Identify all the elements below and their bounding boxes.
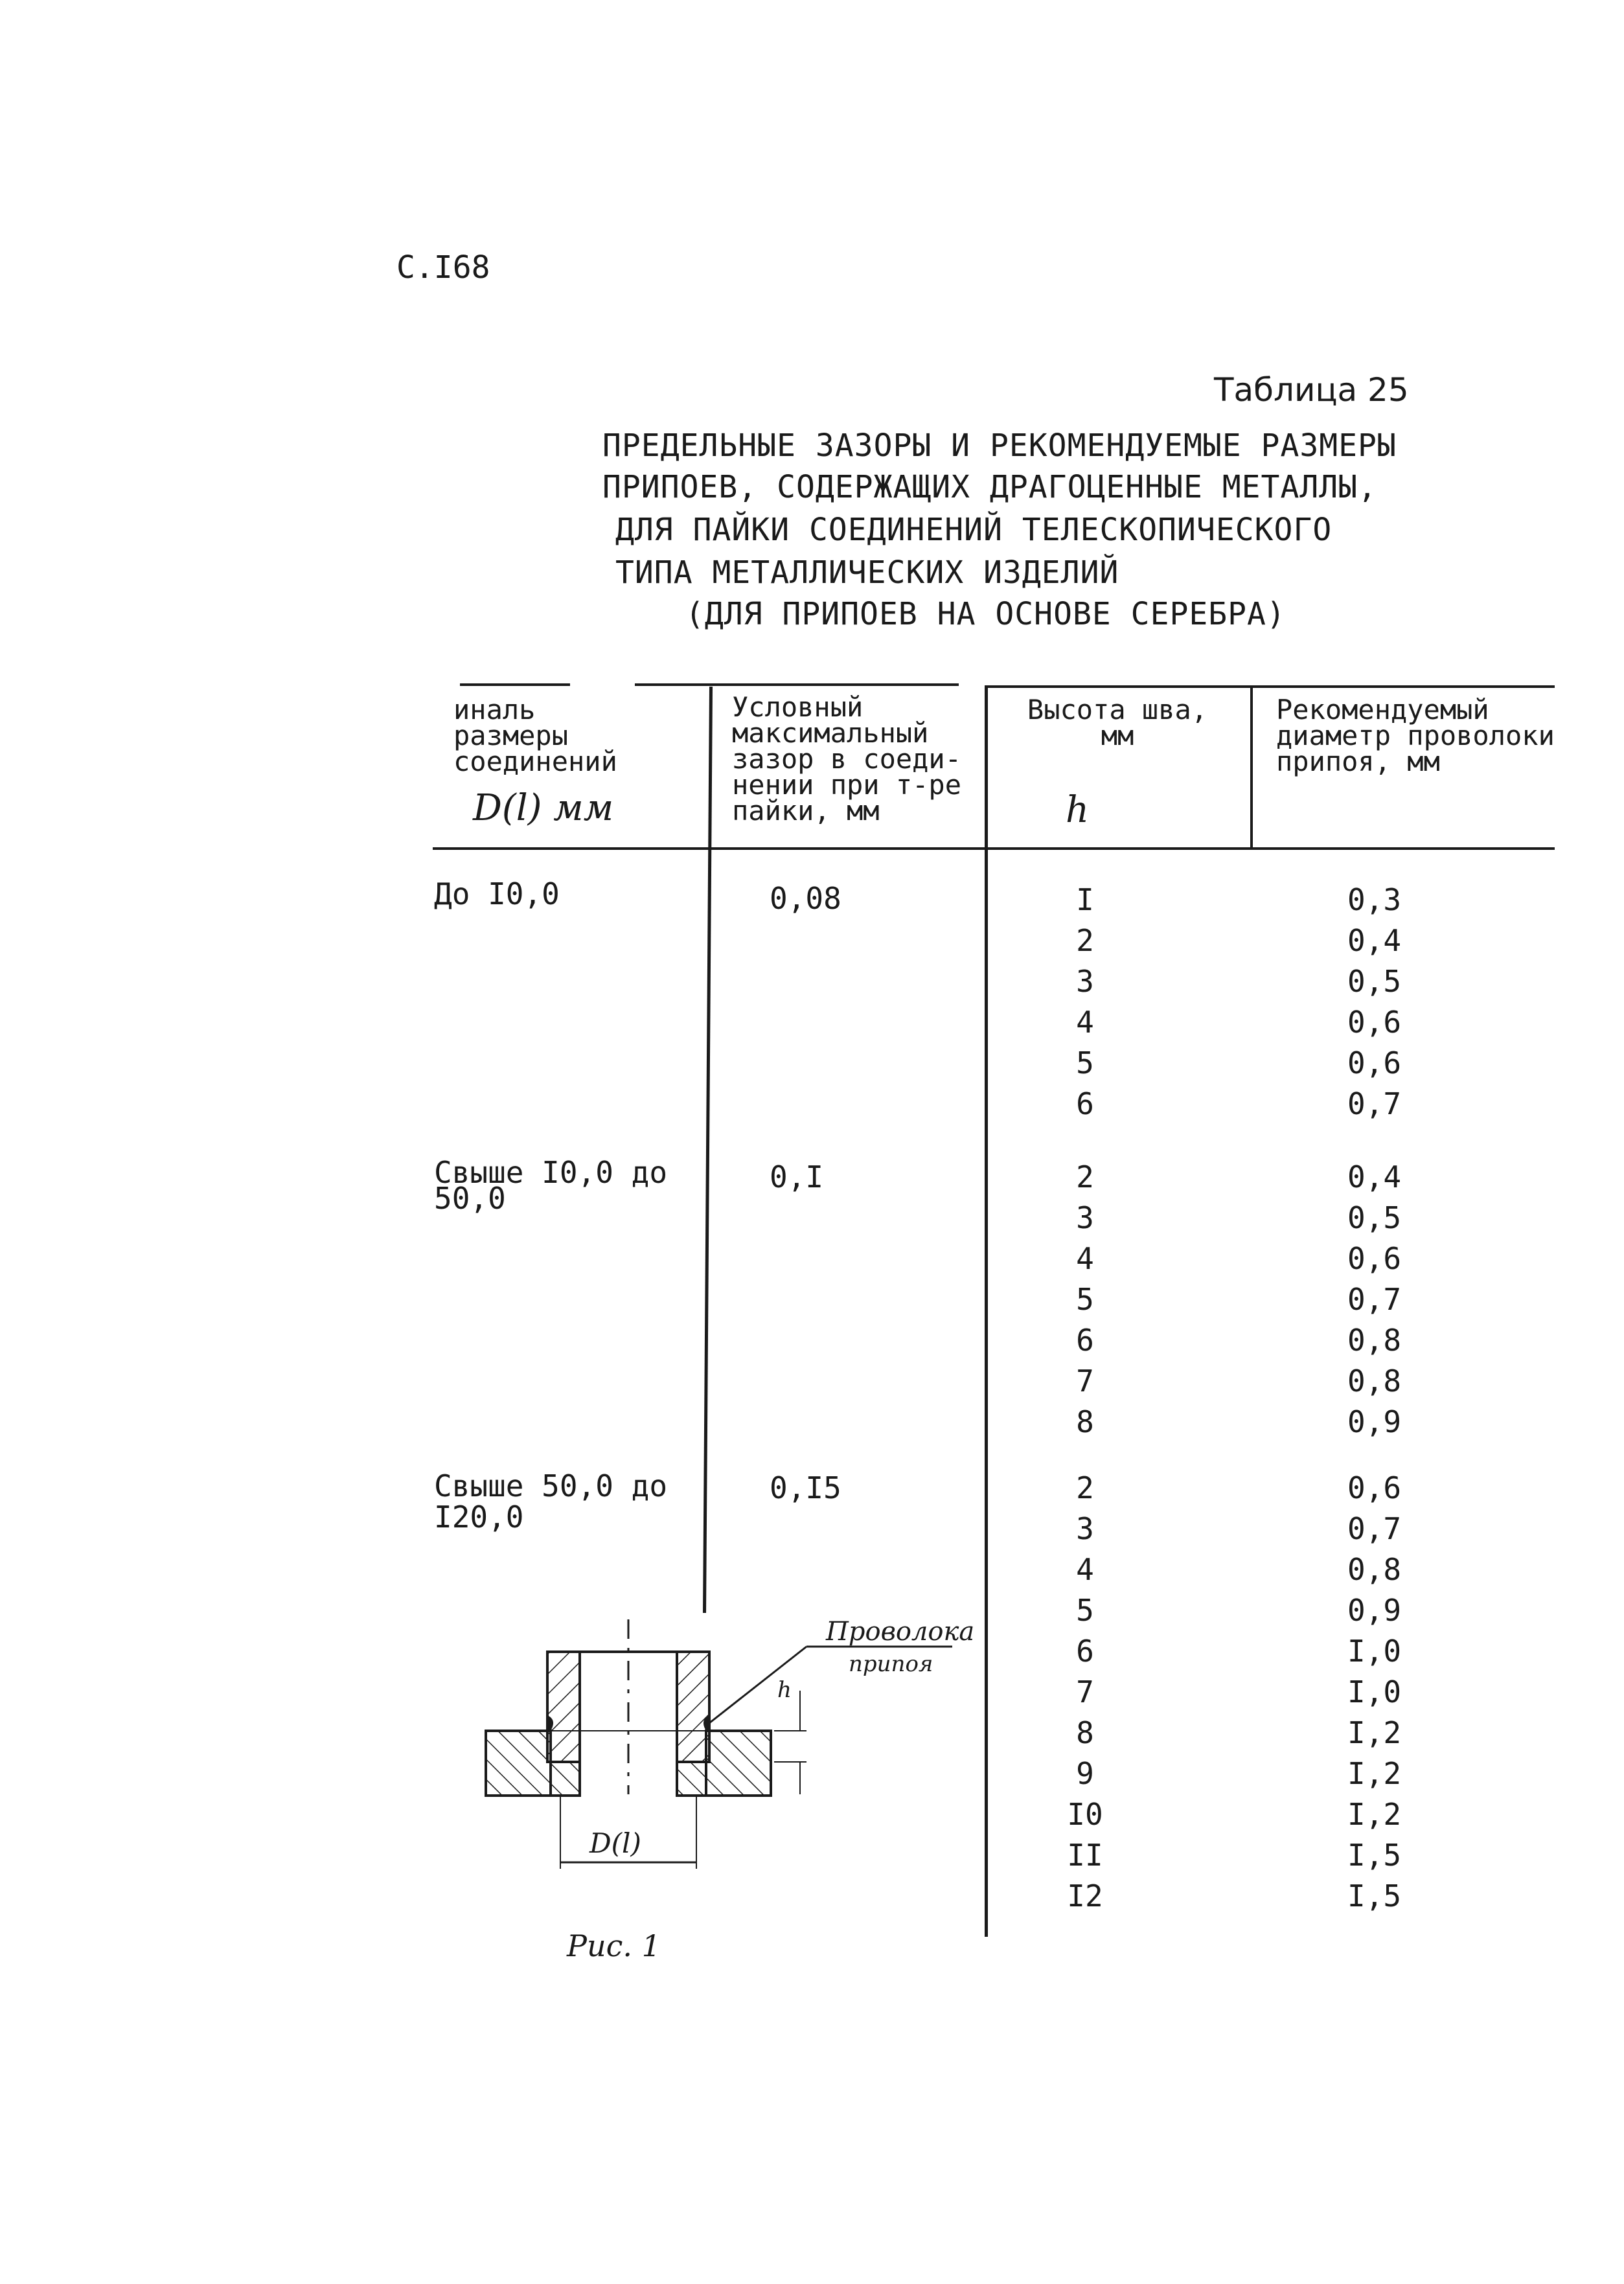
group-range-3: Свыше 50,0 до I20,0	[434, 1468, 668, 1535]
row-h: 5	[1076, 1045, 1094, 1080]
group-gap-2: 0,I	[770, 1159, 824, 1194]
title-line-2: ПРИПОЕВ, СОДЕРЖАЩИХ ДРАГОЦЕННЫЕ МЕТАЛЛЫ,	[602, 469, 1377, 505]
page-number: С.I68	[396, 249, 490, 286]
row-h: 3	[1076, 1511, 1094, 1546]
top-rule-left	[460, 683, 570, 686]
row-h: 2	[1076, 1159, 1094, 1194]
tube-wall-right	[677, 1652, 709, 1762]
col-divider-3	[1250, 688, 1253, 850]
row-d: I,5	[1347, 1838, 1402, 1873]
col-divider-2	[985, 687, 988, 1937]
row-h: 8	[1076, 1715, 1094, 1750]
callout-label-1: Проволока	[826, 1617, 975, 1647]
row-d: I,2	[1347, 1756, 1402, 1791]
figure-1-drawing	[453, 1606, 985, 1969]
row-h: I2	[1067, 1879, 1103, 1913]
row-d: 0,9	[1347, 1593, 1402, 1628]
title-line-5: (ДЛЯ ПРИПОЕВ НА ОСНОВЕ СЕРЕБРА)	[685, 596, 1286, 632]
row-h: 4	[1076, 1552, 1094, 1587]
header-col2: Условный максимальный зазор в соеди- нении при т-ре пайки, мм	[732, 691, 962, 827]
row-h: II	[1067, 1838, 1103, 1873]
row-d: 0,6	[1347, 1470, 1402, 1505]
h-label: h	[777, 1677, 792, 1703]
callout-leader	[709, 1647, 806, 1723]
row-h: 4	[1076, 1005, 1094, 1040]
callout-label-2: припоя	[849, 1651, 933, 1677]
col-divider-1	[703, 687, 713, 1613]
title-line-4: ТИПА МЕТАЛЛИЧЕСКИХ ИЗДЕЛИЙ	[615, 554, 1119, 591]
row-d: 0,7	[1347, 1086, 1402, 1121]
row-d: I,2	[1347, 1715, 1402, 1750]
row-h: 9	[1076, 1756, 1094, 1791]
group-gap-1: 0,08	[770, 881, 841, 916]
row-d: I,5	[1347, 1879, 1402, 1913]
base-plate-right	[706, 1731, 771, 1796]
top-rule-mid	[635, 683, 959, 686]
row-d: 0,6	[1347, 1045, 1402, 1080]
row-h: I0	[1067, 1797, 1103, 1832]
row-d: 0,6	[1347, 1005, 1402, 1040]
row-d: 0,8	[1347, 1364, 1402, 1399]
row-d: 0,6	[1347, 1241, 1402, 1276]
d-dimension-label: D(l)	[589, 1827, 641, 1859]
row-h: 3	[1076, 1200, 1094, 1235]
row-d: 0,5	[1347, 1200, 1402, 1235]
row-h: 6	[1076, 1323, 1094, 1358]
table-label: Таблица 25	[1214, 371, 1409, 409]
row-h: 6	[1076, 1634, 1094, 1669]
row-d: 0,4	[1347, 923, 1402, 958]
row-h: 2	[1076, 1470, 1094, 1505]
header-rule	[433, 847, 1555, 850]
header-col3-symbol: h	[1066, 789, 1090, 831]
row-h: 8	[1076, 1404, 1094, 1439]
row-h: 2	[1076, 923, 1094, 958]
row-d: 0,7	[1347, 1282, 1402, 1317]
header-col3: Высота шва, мм	[1027, 694, 1208, 751]
row-h: 7	[1076, 1674, 1094, 1709]
title-line-3: ДЛЯ ПАЙКИ СОЕДИНЕНИЙ ТЕЛЕСКОПИЧЕСКОГО	[615, 512, 1332, 548]
title-line-1: ПРЕДЕЛЬНЫЕ ЗАЗОРЫ И РЕКОМЕНДУЕМЫЕ РАЗМЕРЫ	[602, 428, 1397, 464]
row-d: 0,5	[1347, 964, 1402, 999]
row-d: 0,4	[1347, 1159, 1402, 1194]
row-d: 0,7	[1347, 1511, 1402, 1546]
group-gap-3: 0,I5	[770, 1470, 841, 1505]
row-d: 0,8	[1347, 1323, 1402, 1358]
row-d: I,0	[1347, 1674, 1402, 1709]
row-h: I	[1076, 882, 1094, 917]
base-plate-left	[486, 1731, 551, 1796]
group-range-1: До I0,0	[434, 876, 560, 911]
tube-wall-left	[547, 1652, 580, 1762]
group-range-2: Свыше I0,0 до 50,0	[434, 1155, 668, 1216]
header-col1-symbol: D(l) мм	[473, 787, 614, 829]
row-d: I,2	[1347, 1797, 1402, 1832]
row-d: 0,3	[1347, 882, 1402, 917]
row-d: 0,9	[1347, 1404, 1402, 1439]
row-d: 0,8	[1347, 1552, 1402, 1587]
row-h: 7	[1076, 1364, 1094, 1399]
row-h: 5	[1076, 1593, 1094, 1628]
row-d: I,0	[1347, 1634, 1402, 1669]
header-col1: иналь размеры соединений	[453, 694, 617, 777]
header-col4: Рекомендуемый диаметр проволоки припоя, мм	[1276, 694, 1555, 777]
top-rule-right	[985, 685, 1555, 688]
figure-caption: Рис. 1	[567, 1928, 661, 1963]
row-h: 4	[1076, 1241, 1094, 1276]
row-h: 5	[1076, 1282, 1094, 1317]
row-h: 6	[1076, 1086, 1094, 1121]
row-h: 3	[1076, 964, 1094, 999]
